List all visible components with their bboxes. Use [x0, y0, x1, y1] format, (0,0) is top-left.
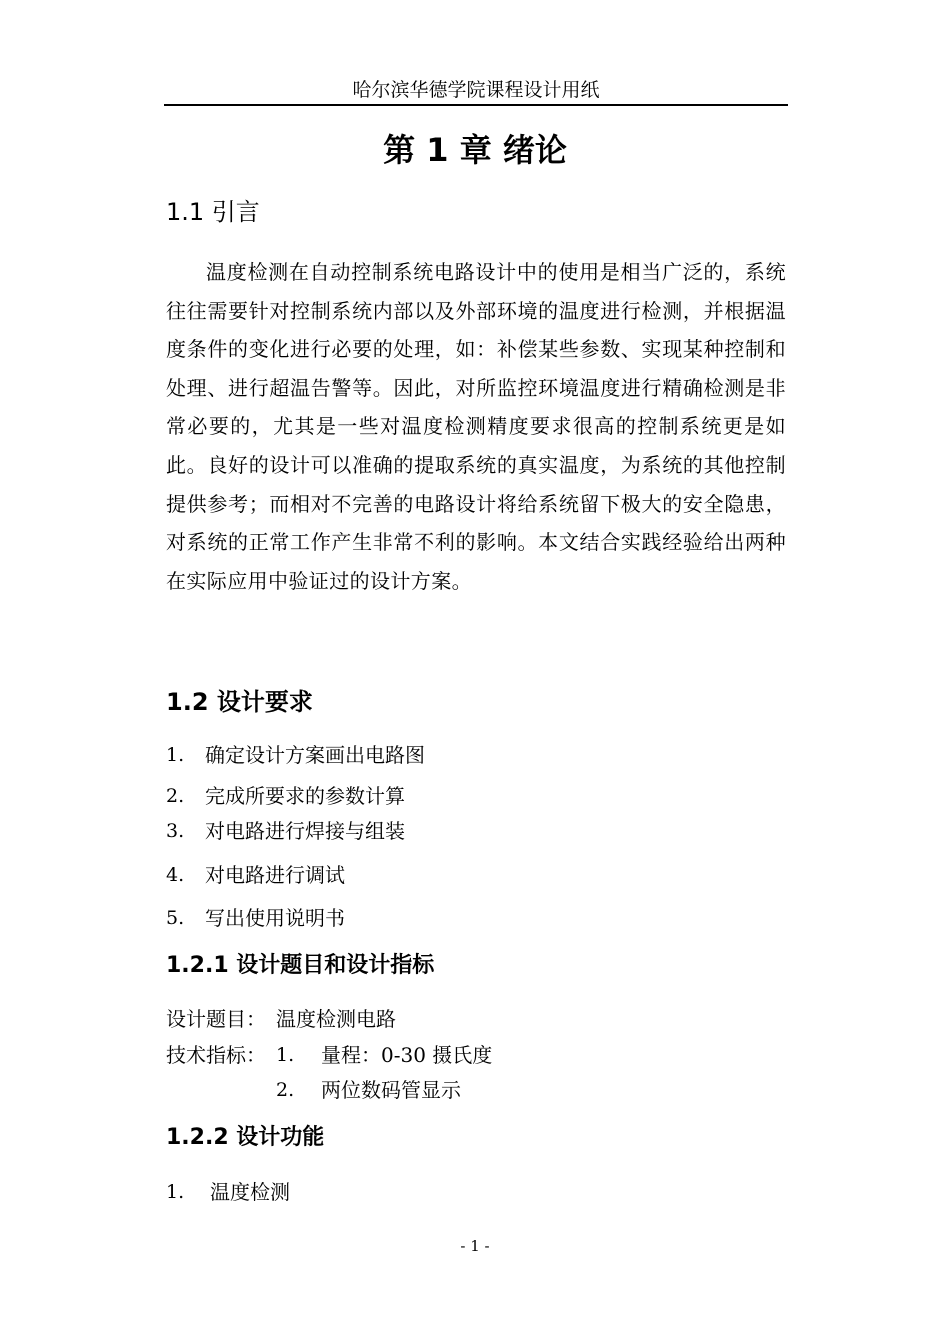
list-item-number: 2. — [166, 785, 185, 807]
list-item-text: 温度检测 — [210, 1180, 290, 1204]
list-item-text: 对电路进行调试 — [205, 863, 345, 887]
section-1-1-heading: 1.1 引言 — [166, 198, 260, 226]
topic-label: 设计题目： — [166, 1007, 266, 1031]
list-item-number: 5. — [166, 907, 185, 929]
list-item-number: 1. — [276, 1044, 295, 1066]
page-header-title: 哈尔滨华德学院课程设计用纸 — [352, 79, 600, 101]
list-item-text: 确定设计方案画出电路图 — [205, 743, 425, 767]
list-item-text: 写出使用说明书 — [205, 906, 345, 930]
list-item-text: 两位数码管显示 — [321, 1078, 461, 1102]
header-divider — [164, 104, 788, 106]
chapter-title: 第 1 章 绪论 — [383, 131, 567, 169]
section-1-2-1-heading: 1.2.1 设计题目和设计指标 — [166, 953, 435, 978]
list-item-number: 2. — [276, 1079, 295, 1101]
spec-label: 技术指标： — [166, 1043, 266, 1067]
list-item-number: 1. — [166, 744, 185, 766]
list-item-number: 1. — [166, 1181, 185, 1203]
intro-paragraph: 温度检测在自动控制系统电路设计中的使用是相当广泛的，系统往往需要针对控制系统内部以及外部环境的温度进行检测，并根据温度条件的变化进行必要的处理，如：补偿某些参数、实现某种控制和处理、进行超温告警等。因此，对所监控环境温度进行精确检测是非常必要的，尤其是一些对温度检测精度要求很高的控制系统更是如此。良好的设计可以准确的提取系统的真实温度，为系统的其他控制提供参考；而相对不完善的电路设计将给系统留下极大的安全隐患，对系统的正常工作产生非常不利的影响。本文结合实践经验给出两种在实际应用中验证过的设计方案。 — [166, 260, 786, 593]
list-item-number: 4. — [166, 864, 185, 886]
list-item-number: 3. — [166, 820, 185, 842]
list-item-text: 量程：0-30 摄氏度 — [321, 1043, 493, 1067]
topic-value: 温度检测电路 — [276, 1007, 396, 1031]
page-number: - 1 - — [460, 1237, 490, 1255]
section-1-2-2-heading: 1.2.2 设计功能 — [166, 1125, 325, 1150]
list-item-text: 完成所要求的参数计算 — [205, 784, 405, 808]
list-item-text: 对电路进行焊接与组装 — [205, 819, 405, 843]
section-1-2-heading: 1.2 设计要求 — [166, 688, 313, 716]
